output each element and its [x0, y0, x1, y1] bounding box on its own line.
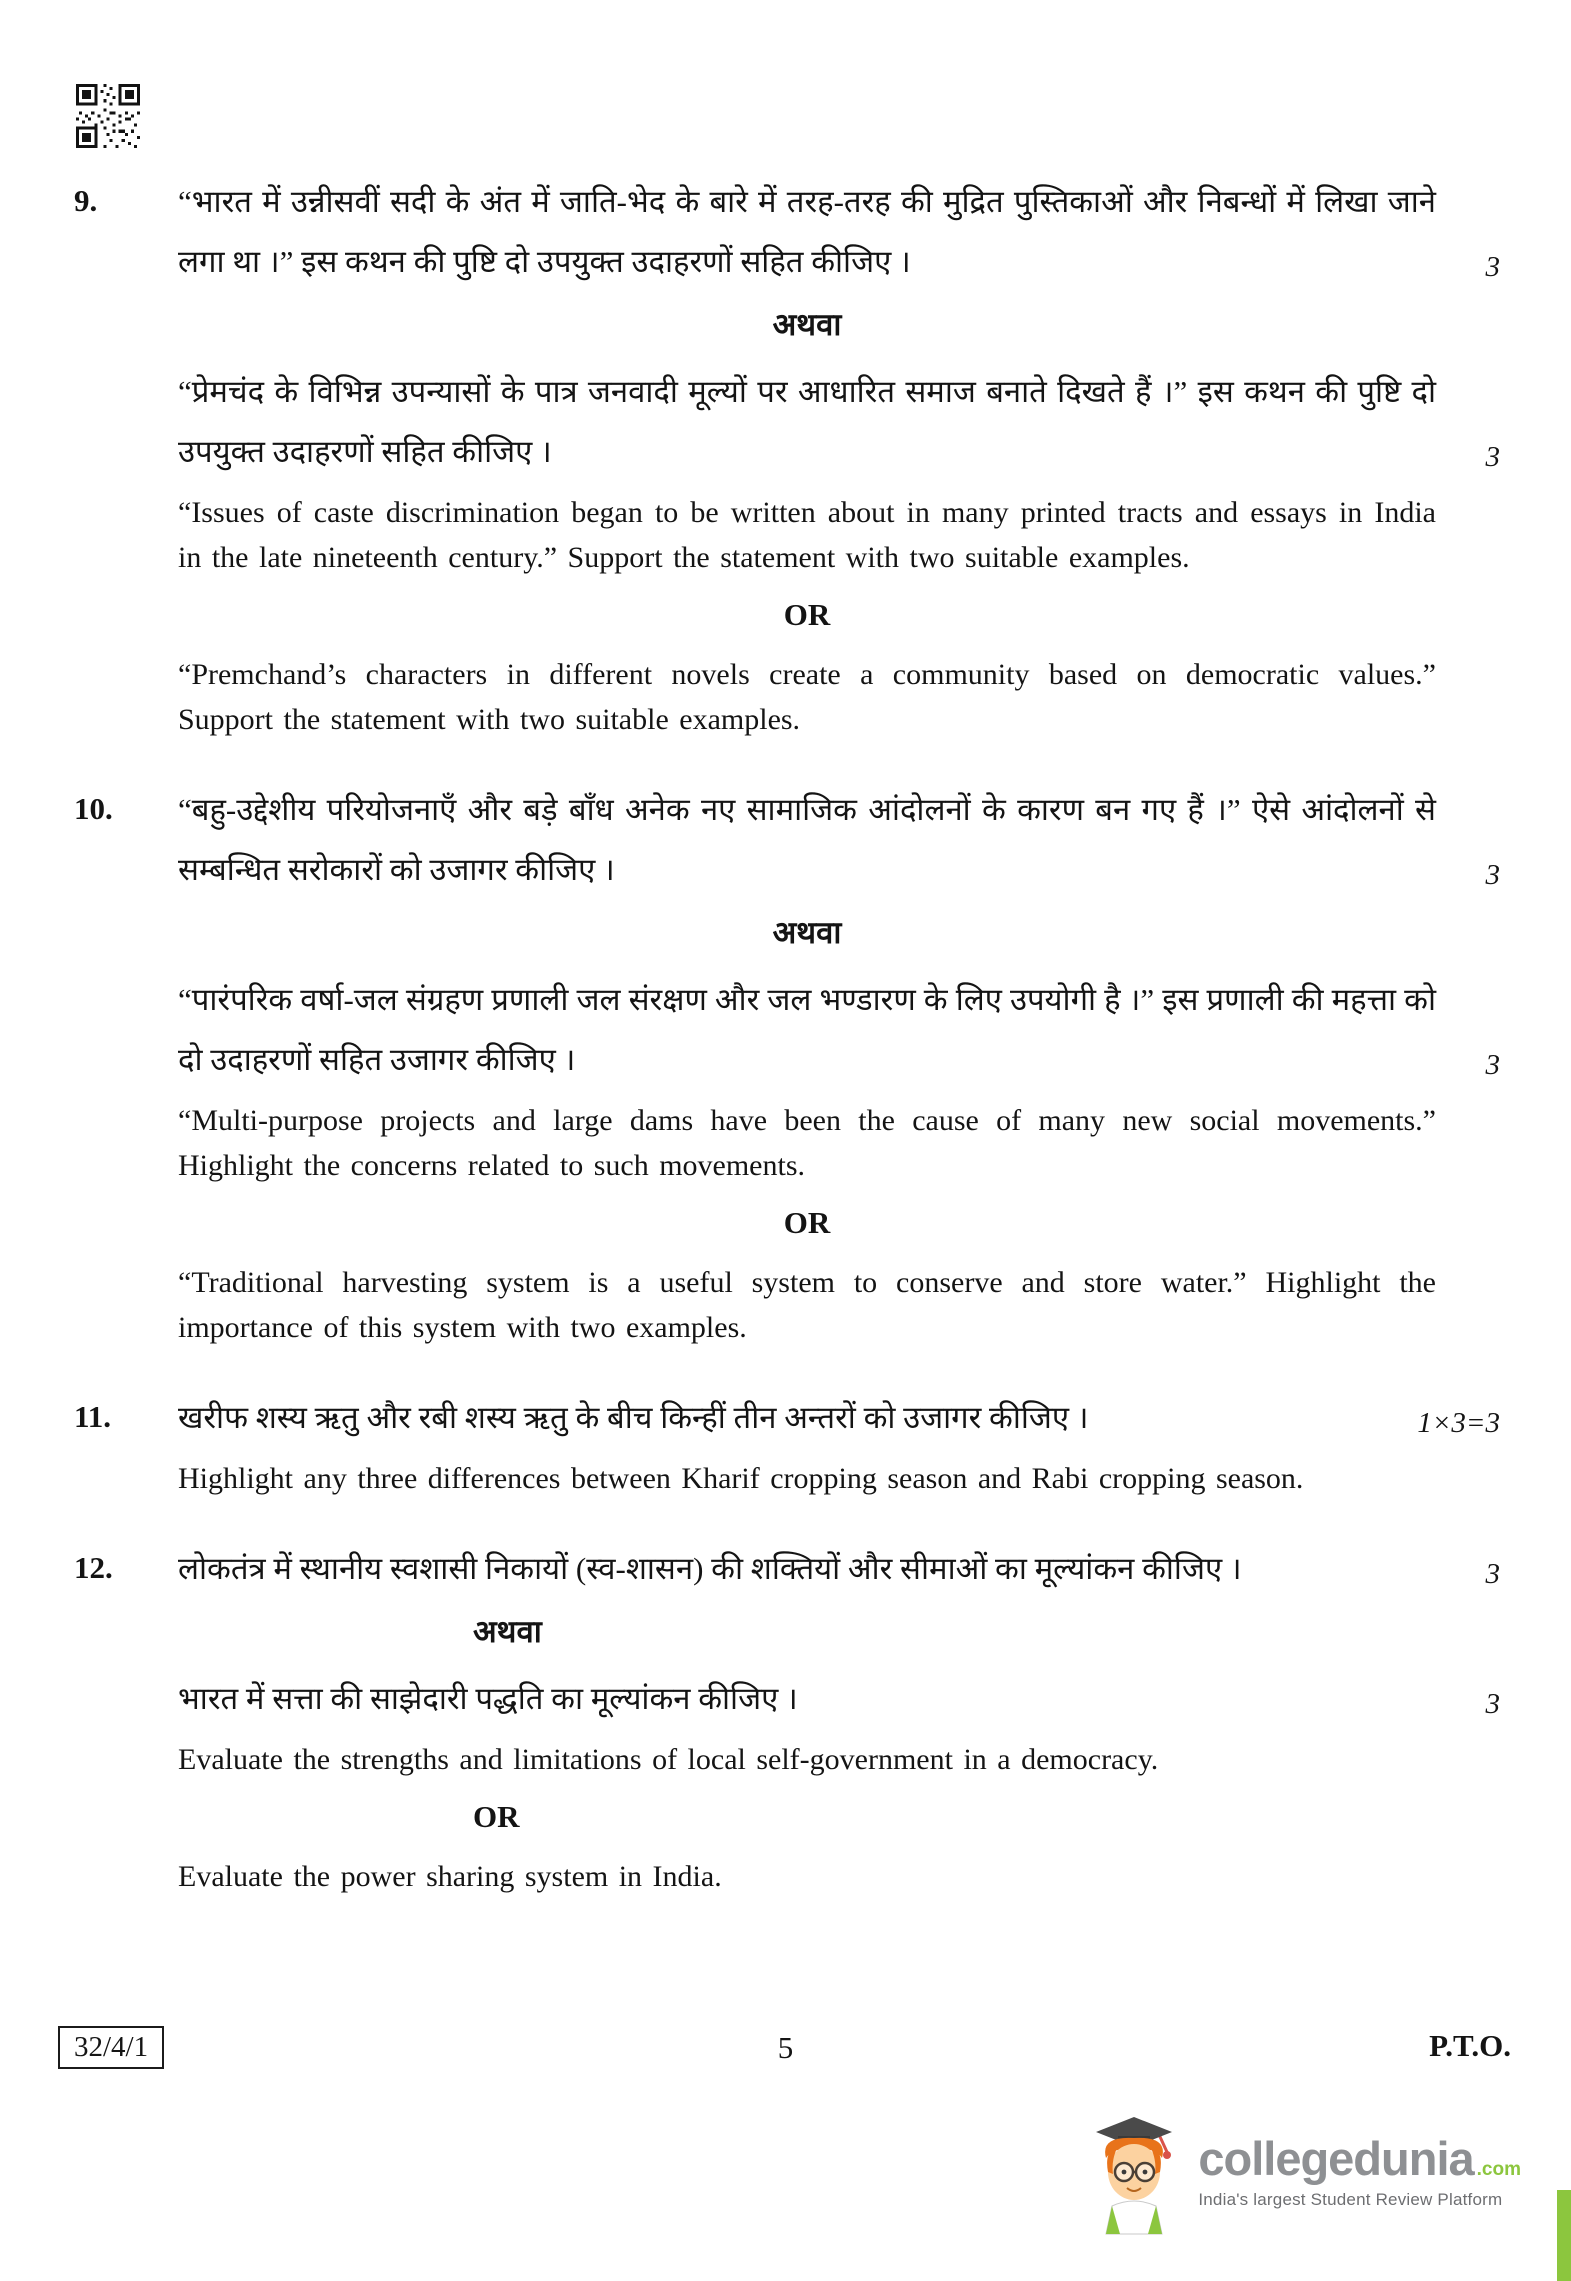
- question-number: 11.: [74, 1399, 112, 1434]
- question-11: [0, 1388, 1571, 1511]
- question-10-english-option-b: “Traditional harvesting system is a useful system to conserve and store water.” Highlight the importance of this system with two examples.: [178, 1266, 1436, 1344]
- question-10-hindi-option-b: [178, 970, 1500, 1090]
- or-heading-hindi: अथवा: [473, 1614, 542, 1649]
- pto-label: P.T.O.: [1429, 2028, 1511, 2063]
- question-10-hindi-option-a: [178, 780, 1500, 900]
- question-12-hindi-option-a: [178, 1539, 1500, 1599]
- question-12-english-option-b: Evaluate the power sharing system in India.: [178, 1860, 722, 1893]
- marks-value: 3: [1485, 1558, 1500, 1590]
- question-12-english-option-a: Evaluate the strengths and limitations of local self-government in a democracy.: [178, 1743, 1159, 1776]
- green-accent-bar: [1557, 2190, 1571, 2281]
- question-10-english-option-a: “Multi-purpose projects and large dams have been the cause of many new social movements.” Highlight the concerns related to such movements.: [178, 1104, 1436, 1182]
- page-footer: [0, 2026, 1571, 2078]
- question-number: 12.: [74, 1550, 113, 1585]
- marks-value: 3: [1485, 441, 1500, 473]
- hindi-text: “बहु-उद्देशीय परियोजनाएँ और बड़े बाँध अनेक नए सामाजिक आंदोलनों के कारण बन गए हैं ।” ऐसे आंदोलनों से सम्बन्धित सरोकारों को उजागर कीजिए ।: [178, 792, 1436, 887]
- brand-tld: .com: [1476, 2158, 1521, 2180]
- paper-code: 32/4/1: [58, 2026, 164, 2069]
- marks-value: 3: [1485, 1688, 1500, 1720]
- hindi-text: खरीफ शस्य ऋतु और रबी शस्य ऋतु के बीच किन्हीं तीन अन्तरों को उजागर कीजिए ।: [178, 1400, 1089, 1435]
- question-9-hindi-option-a: [178, 172, 1500, 292]
- question-11-english: Highlight any three differences between Kharif cropping season and Rabi cropping season.: [178, 1462, 1304, 1495]
- question-12: [0, 1539, 1571, 1909]
- or-heading-english: OR: [783, 1205, 831, 1240]
- question-number: 9.: [74, 183, 98, 218]
- or-heading-english: OR: [473, 1799, 520, 1834]
- hindi-text: “भारत में उन्नीसवीं सदी के अंत में जाति-भेद के बारे में तरह-तरह की मुद्रित पुस्तिकाओं और निबन्धों में लिखा जाने लगा था ।” इस कथन की पुष्टि दो उपयुक्त उदाहरणों सहित कीजिए ।: [178, 184, 1436, 279]
- or-heading-hindi: अथवा: [772, 915, 842, 950]
- collegedunia-mascot-icon: [1086, 2108, 1182, 2236]
- question-9-english-option-a: “Issues of caste discrimination began to be written about in many printed tracts and essays in India in the late nineteenth century.” Support the statement with two suitable examples.: [178, 496, 1436, 574]
- question-12-hindi-option-b: [178, 1669, 1500, 1729]
- hindi-text: लोकतंत्र में स्थानीय स्वशासी निकायों (स्व-शासन) की शक्तियों और सीमाओं का मूल्यांकन कीजिए ।: [178, 1551, 1242, 1586]
- hindi-text: “प्रेमचंद के विभिन्न उपन्यासों के पात्र जनवादी मूल्यों पर आधारित समाज बनाते दिखते हैं ।” इस कथन की पुष्टि दो उपयुक्त उदाहरणों सहित कीजिए ।: [178, 374, 1436, 469]
- marks-value: 3: [1485, 859, 1500, 891]
- or-heading-english: OR: [783, 597, 831, 632]
- qr-code-icon: [76, 84, 140, 148]
- question-10: [0, 780, 1571, 1360]
- question-number: 10.: [74, 791, 113, 826]
- questions-section: [0, 172, 1571, 1937]
- or-heading-hindi: अथवा: [772, 307, 842, 342]
- marks-value: 1×3=3: [1417, 1407, 1500, 1439]
- hindi-text: “पारंपरिक वर्षा-जल संग्रहण प्रणाली जल संरक्षण और जल भण्डारण के लिए उपयोगी है ।” इस प्रणाली की महत्ता को दो उदाहरणों सहित उजागर कीजिए ।: [178, 982, 1436, 1077]
- question-11-hindi: [178, 1388, 1500, 1448]
- page-number: 5: [777, 2030, 794, 2065]
- question-9-hindi-option-b: [178, 362, 1500, 482]
- collegedunia-logo: [1086, 2108, 1521, 2236]
- brand-name: collegedunia: [1198, 2131, 1474, 2185]
- question-9-english-option-b: “Premchand’s characters in different novels create a community based on democratic values.” Support the statement with two suitable examples.: [178, 658, 1436, 736]
- hindi-text: भारत में सत्ता की साझेदारी पद्धति का मूल्यांकन कीजिए ।: [178, 1681, 798, 1716]
- question-9: [0, 172, 1571, 752]
- brand-tagline: India's largest Student Review Platform: [1198, 2189, 1503, 2209]
- marks-value: 3: [1485, 251, 1500, 283]
- marks-value: 3: [1485, 1049, 1500, 1081]
